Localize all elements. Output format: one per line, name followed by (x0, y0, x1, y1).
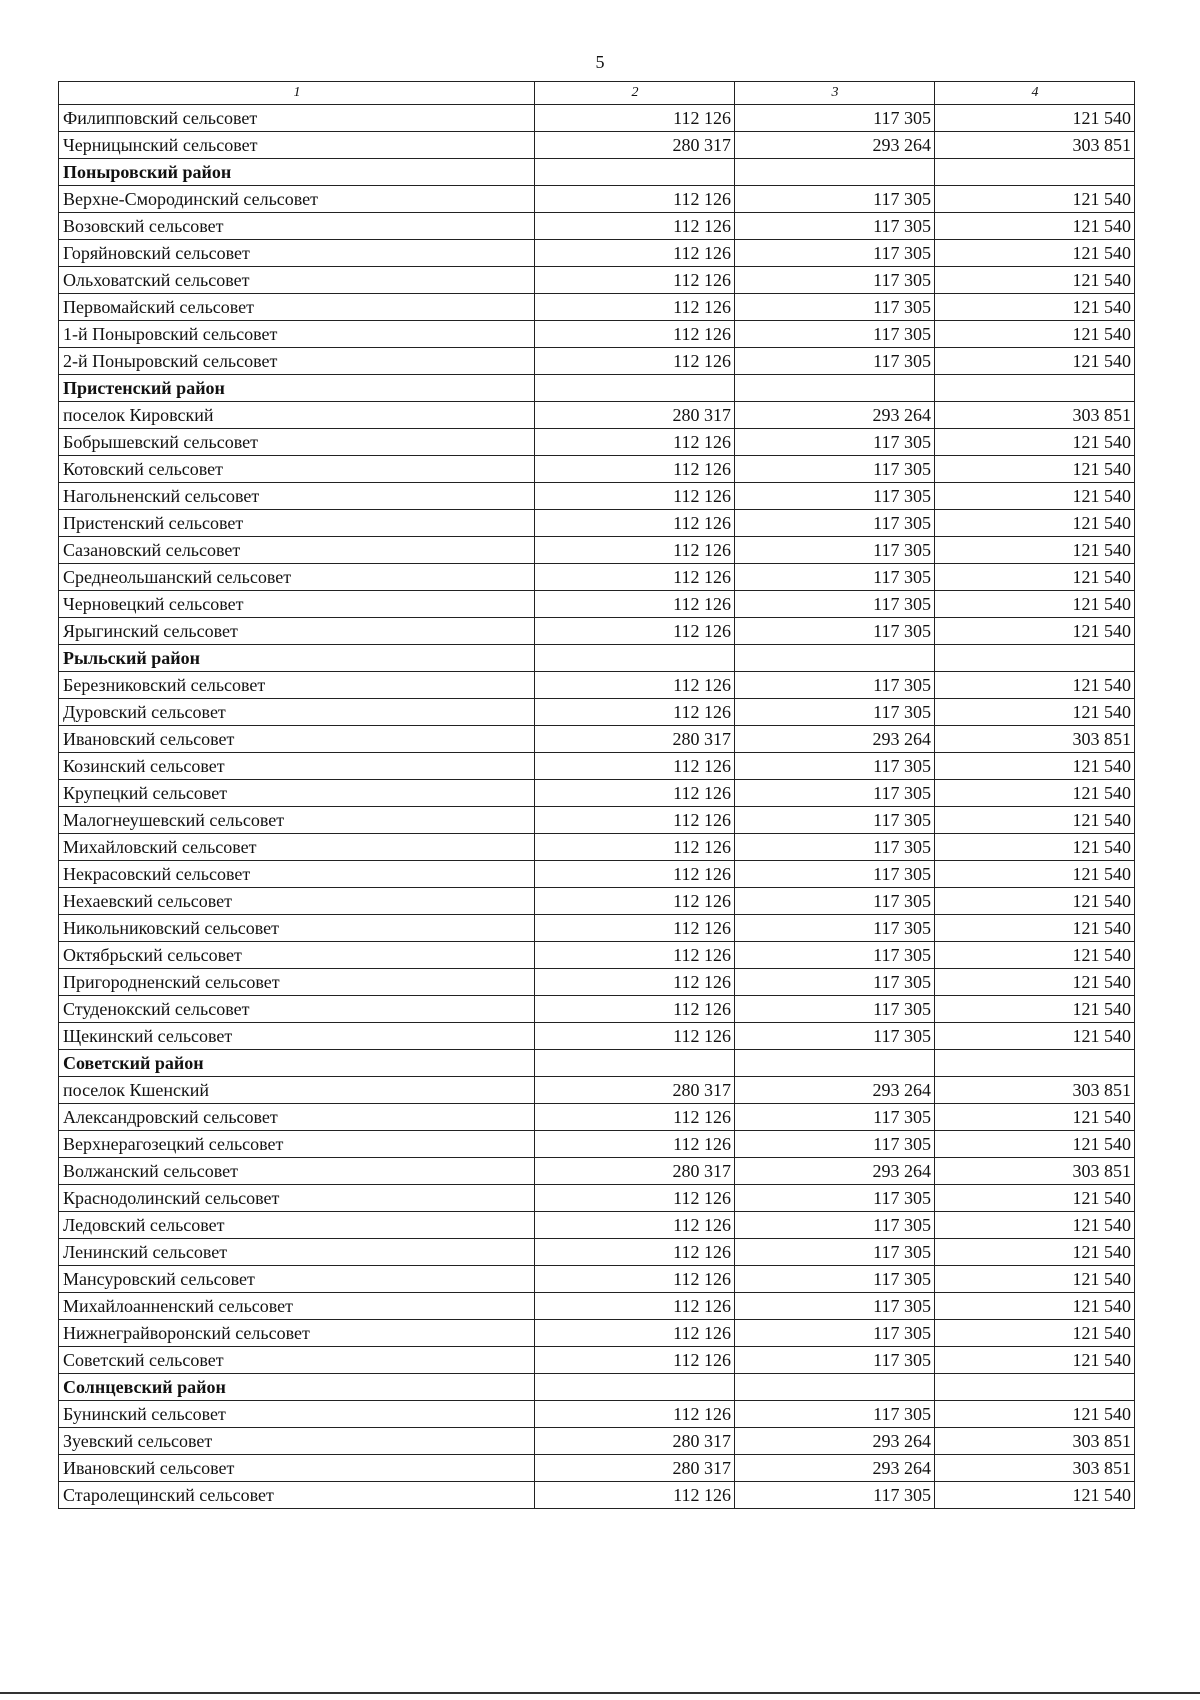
column-number-3: 3 (735, 82, 935, 105)
value-col-4: 121 540 (935, 1239, 1135, 1266)
table-row (59, 1428, 1135, 1455)
value-col-4: 121 540 (935, 564, 1135, 591)
municipality-name: Никольниковский сельсовет (59, 915, 535, 942)
value-col-2: 112 126 (535, 1185, 735, 1212)
value-col-3: 117 305 (735, 969, 935, 996)
value-col-2: 112 126 (535, 942, 735, 969)
municipality-name: Малогнеушевский сельсовет (59, 807, 535, 834)
table-row (59, 969, 1135, 996)
value-col-3: 117 305 (735, 1401, 935, 1428)
value-col-2: 112 126 (535, 996, 735, 1023)
value-col-4: 121 540 (935, 1347, 1135, 1374)
municipality-name: Мансуровский сельсовет (59, 1266, 535, 1293)
value-col-2: 112 126 (535, 834, 735, 861)
value-col-2: 112 126 (535, 591, 735, 618)
value-col-4: 121 540 (935, 456, 1135, 483)
table-row (59, 1131, 1135, 1158)
municipality-name: Студенокский сельсовет (59, 996, 535, 1023)
value-col-2: 280 317 (535, 132, 735, 159)
value-col-2: 112 126 (535, 564, 735, 591)
value-col-2: 112 126 (535, 1104, 735, 1131)
value-col-3: 117 305 (735, 942, 935, 969)
value-col-2: 112 126 (535, 105, 735, 132)
table-row (59, 1482, 1135, 1509)
municipality-name: Первомайский сельсовет (59, 294, 535, 321)
district-name: Поныровский район (59, 159, 535, 186)
value-col-4: 121 540 (935, 240, 1135, 267)
table-row (59, 618, 1135, 645)
bottom-border-line (0, 1692, 1200, 1694)
table-row (59, 1239, 1135, 1266)
municipality-name: Бунинский сельсовет (59, 1401, 535, 1428)
municipality-name: Зуевский сельсовет (59, 1428, 535, 1455)
value-col-2: 280 317 (535, 1455, 735, 1482)
value-col-4: 121 540 (935, 267, 1135, 294)
value-col-3: 117 305 (735, 213, 935, 240)
value-col-3: 293 264 (735, 1158, 935, 1185)
municipality-name: Черновецкий сельсовет (59, 591, 535, 618)
value-col-2 (535, 375, 735, 402)
value-col-3 (735, 159, 935, 186)
value-col-3: 117 305 (735, 1266, 935, 1293)
value-col-4: 121 540 (935, 915, 1135, 942)
value-col-3: 117 305 (735, 1482, 935, 1509)
table-row (59, 807, 1135, 834)
value-col-2: 112 126 (535, 483, 735, 510)
value-col-2: 112 126 (535, 672, 735, 699)
value-col-3: 117 305 (735, 591, 935, 618)
municipality-name: Нижнеграйворонский сельсовет (59, 1320, 535, 1347)
municipality-name: Михайлоанненский сельсовет (59, 1293, 535, 1320)
value-col-4: 303 851 (935, 1455, 1135, 1482)
table-row (59, 564, 1135, 591)
value-col-3: 293 264 (735, 402, 935, 429)
table-row (59, 861, 1135, 888)
value-col-4: 121 540 (935, 834, 1135, 861)
value-col-4: 121 540 (935, 969, 1135, 996)
table-row (59, 1212, 1135, 1239)
value-col-2: 280 317 (535, 402, 735, 429)
table-row (59, 294, 1135, 321)
value-col-4: 121 540 (935, 591, 1135, 618)
value-col-3 (735, 1374, 935, 1401)
value-col-2: 112 126 (535, 1320, 735, 1347)
value-col-3: 117 305 (735, 888, 935, 915)
table-row (59, 537, 1135, 564)
value-col-2: 280 317 (535, 726, 735, 753)
column-number-1: 1 (59, 82, 535, 105)
value-col-2: 112 126 (535, 240, 735, 267)
value-col-3: 117 305 (735, 780, 935, 807)
municipality-name: Ярыгинский сельсовет (59, 618, 535, 645)
value-col-4 (935, 645, 1135, 672)
table-row (59, 1023, 1135, 1050)
district-header-row (59, 645, 1135, 672)
value-col-3: 117 305 (735, 672, 935, 699)
table-row (59, 1320, 1135, 1347)
value-col-4: 121 540 (935, 483, 1135, 510)
value-col-2: 112 126 (535, 1131, 735, 1158)
table-row (59, 1266, 1135, 1293)
value-col-2: 112 126 (535, 1482, 735, 1509)
value-col-2 (535, 645, 735, 672)
value-col-4: 303 851 (935, 726, 1135, 753)
value-col-4: 121 540 (935, 1212, 1135, 1239)
municipality-name: Верхнерагозецкий сельсовет (59, 1131, 535, 1158)
municipality-name: Краснодолинский сельсовет (59, 1185, 535, 1212)
value-col-4: 121 540 (935, 699, 1135, 726)
municipality-name: Козинский сельсовет (59, 753, 535, 780)
value-col-3: 117 305 (735, 1347, 935, 1374)
table-row (59, 699, 1135, 726)
municipality-name: Ольховатский сельсовет (59, 267, 535, 294)
value-col-3: 117 305 (735, 915, 935, 942)
value-col-4: 121 540 (935, 888, 1135, 915)
municipality-name: Ленинский сельсовет (59, 1239, 535, 1266)
municipality-name: Ледовский сельсовет (59, 1212, 535, 1239)
value-col-4: 121 540 (935, 753, 1135, 780)
value-col-2: 112 126 (535, 1266, 735, 1293)
value-col-4: 121 540 (935, 294, 1135, 321)
column-number-4: 4 (935, 82, 1135, 105)
table-row (59, 456, 1135, 483)
value-col-2 (535, 1374, 735, 1401)
value-col-3: 117 305 (735, 186, 935, 213)
value-col-4: 121 540 (935, 105, 1135, 132)
municipality-name: Ивановский сельсовет (59, 1455, 535, 1482)
value-col-3: 117 305 (735, 1104, 935, 1131)
table-row (59, 267, 1135, 294)
table-row (59, 834, 1135, 861)
value-col-4: 121 540 (935, 1320, 1135, 1347)
value-col-4: 121 540 (935, 1401, 1135, 1428)
district-header-row (59, 375, 1135, 402)
value-col-3: 117 305 (735, 294, 935, 321)
municipality-name: Котовский сельсовет (59, 456, 535, 483)
value-col-3: 117 305 (735, 348, 935, 375)
value-col-4: 121 540 (935, 1293, 1135, 1320)
municipality-name: Щекинский сельсовет (59, 1023, 535, 1050)
value-col-3: 117 305 (735, 537, 935, 564)
table-row (59, 240, 1135, 267)
value-col-2: 112 126 (535, 1239, 735, 1266)
value-col-2: 112 126 (535, 294, 735, 321)
value-col-2: 112 126 (535, 861, 735, 888)
table-row (59, 348, 1135, 375)
district-header-row (59, 159, 1135, 186)
value-col-4: 121 540 (935, 186, 1135, 213)
table-row (59, 483, 1135, 510)
value-col-4: 121 540 (935, 321, 1135, 348)
table-row (59, 1401, 1135, 1428)
municipality-name: Пригородненский сельсовет (59, 969, 535, 996)
value-col-4 (935, 159, 1135, 186)
table-row (59, 1185, 1135, 1212)
municipality-name: Сазановский сельсовет (59, 537, 535, 564)
value-col-4: 121 540 (935, 1266, 1135, 1293)
value-col-4 (935, 375, 1135, 402)
district-name: Солнцевский район (59, 1374, 535, 1401)
value-col-3: 117 305 (735, 510, 935, 537)
value-col-2: 112 126 (535, 429, 735, 456)
value-col-3: 117 305 (735, 1212, 935, 1239)
value-col-4: 121 540 (935, 510, 1135, 537)
value-col-4: 303 851 (935, 1077, 1135, 1104)
value-col-3 (735, 1050, 935, 1077)
column-number-header-row (59, 82, 1135, 105)
value-col-2: 112 126 (535, 915, 735, 942)
municipality-name: Дуровский сельсовет (59, 699, 535, 726)
value-col-2: 112 126 (535, 456, 735, 483)
value-col-3: 117 305 (735, 699, 935, 726)
table-row (59, 1455, 1135, 1482)
value-col-4: 121 540 (935, 1104, 1135, 1131)
value-col-2: 112 126 (535, 969, 735, 996)
value-col-3 (735, 645, 935, 672)
table-row (59, 402, 1135, 429)
value-col-3: 117 305 (735, 429, 935, 456)
table-row (59, 1293, 1135, 1320)
municipality-name: Черницынский сельсовет (59, 132, 535, 159)
value-col-2: 112 126 (535, 780, 735, 807)
value-col-3: 293 264 (735, 1455, 935, 1482)
table-row (59, 726, 1135, 753)
value-col-2: 112 126 (535, 348, 735, 375)
value-col-3 (735, 375, 935, 402)
district-header-row (59, 1374, 1135, 1401)
municipality-name: Крупецкий сельсовет (59, 780, 535, 807)
value-col-2: 112 126 (535, 510, 735, 537)
municipality-name: Филипповский сельсовет (59, 105, 535, 132)
municipality-name: Среднеольшанский сельсовет (59, 564, 535, 591)
value-col-4: 303 851 (935, 402, 1135, 429)
municipality-name: Нагольненский сельсовет (59, 483, 535, 510)
municipality-name: Возовский сельсовет (59, 213, 535, 240)
value-col-2: 112 126 (535, 618, 735, 645)
value-col-3: 117 305 (735, 618, 935, 645)
table-row (59, 753, 1135, 780)
value-col-4: 121 540 (935, 429, 1135, 456)
municipality-name: Некрасовский сельсовет (59, 861, 535, 888)
value-col-4: 121 540 (935, 348, 1135, 375)
value-col-3: 117 305 (735, 1131, 935, 1158)
table-row (59, 213, 1135, 240)
municipality-name: Ивановский сельсовет (59, 726, 535, 753)
value-col-3: 117 305 (735, 105, 935, 132)
value-col-2: 112 126 (535, 753, 735, 780)
value-col-4: 121 540 (935, 996, 1135, 1023)
value-col-2 (535, 1050, 735, 1077)
municipality-name: 1-й Поныровский сельсовет (59, 321, 535, 348)
value-col-2: 112 126 (535, 1401, 735, 1428)
municipality-name: поселок Кшенский (59, 1077, 535, 1104)
table-row (59, 1158, 1135, 1185)
value-col-2: 112 126 (535, 807, 735, 834)
value-col-3: 117 305 (735, 753, 935, 780)
value-col-2: 112 126 (535, 888, 735, 915)
allocation-table (58, 81, 1135, 1509)
table-row (59, 429, 1135, 456)
municipality-name: Березниковский сельсовет (59, 672, 535, 699)
value-col-4: 121 540 (935, 672, 1135, 699)
municipality-name: поселок Кировский (59, 402, 535, 429)
page-number: 5 (595, 52, 605, 72)
value-col-3: 117 305 (735, 456, 935, 483)
value-col-2: 112 126 (535, 699, 735, 726)
municipality-name: 2-й Поныровский сельсовет (59, 348, 535, 375)
table-row (59, 780, 1135, 807)
value-col-3: 117 305 (735, 1293, 935, 1320)
value-col-3: 117 305 (735, 564, 935, 591)
value-col-4: 121 540 (935, 1482, 1135, 1509)
value-col-4 (935, 1374, 1135, 1401)
value-col-4: 121 540 (935, 618, 1135, 645)
value-col-3: 293 264 (735, 1428, 935, 1455)
table-row (59, 186, 1135, 213)
table-row (59, 672, 1135, 699)
value-col-4: 121 540 (935, 861, 1135, 888)
value-col-3: 117 305 (735, 1023, 935, 1050)
value-col-4: 121 540 (935, 1185, 1135, 1212)
value-col-3: 117 305 (735, 267, 935, 294)
municipality-name: Советский сельсовет (59, 1347, 535, 1374)
table-row (59, 321, 1135, 348)
municipality-name: Октябрьский сельсовет (59, 942, 535, 969)
value-col-2: 280 317 (535, 1158, 735, 1185)
value-col-3: 117 305 (735, 483, 935, 510)
value-col-3: 293 264 (735, 726, 935, 753)
value-col-2: 280 317 (535, 1077, 735, 1104)
value-col-2: 112 126 (535, 537, 735, 564)
municipality-name: Старолещинский сельсовет (59, 1482, 535, 1509)
value-col-2: 112 126 (535, 321, 735, 348)
district-name: Пристенский район (59, 375, 535, 402)
table-row (59, 105, 1135, 132)
table-row (59, 510, 1135, 537)
table-row (59, 1077, 1135, 1104)
value-col-3: 117 305 (735, 321, 935, 348)
table-row (59, 996, 1135, 1023)
municipality-name: Пристенский сельсовет (59, 510, 535, 537)
column-number-2: 2 (535, 82, 735, 105)
value-col-2: 112 126 (535, 213, 735, 240)
value-col-2: 112 126 (535, 1212, 735, 1239)
value-col-3: 293 264 (735, 1077, 935, 1104)
value-col-2 (535, 159, 735, 186)
value-col-4: 303 851 (935, 1158, 1135, 1185)
municipality-name: Горяйновский сельсовет (59, 240, 535, 267)
municipality-name: Александровский сельсовет (59, 1104, 535, 1131)
value-col-2: 112 126 (535, 1293, 735, 1320)
value-col-3: 117 305 (735, 807, 935, 834)
municipality-name: Бобрышевский сельсовет (59, 429, 535, 456)
value-col-4: 121 540 (935, 942, 1135, 969)
value-col-4: 303 851 (935, 132, 1135, 159)
district-name: Советский район (59, 1050, 535, 1077)
value-col-4: 121 540 (935, 807, 1135, 834)
value-col-4 (935, 1050, 1135, 1077)
municipality-name: Михайловский сельсовет (59, 834, 535, 861)
table-row (59, 132, 1135, 159)
table-row (59, 1104, 1135, 1131)
value-col-3: 117 305 (735, 1239, 935, 1266)
table-row (59, 591, 1135, 618)
municipality-name: Волжанский сельсовет (59, 1158, 535, 1185)
table-body (59, 105, 1135, 1509)
municipality-name: Верхне-Смородинский сельсовет (59, 186, 535, 213)
value-col-4: 121 540 (935, 537, 1135, 564)
municipality-name: Нехаевский сельсовет (59, 888, 535, 915)
value-col-2: 280 317 (535, 1428, 735, 1455)
value-col-4: 121 540 (935, 780, 1135, 807)
district-header-row (59, 1050, 1135, 1077)
table-row (59, 888, 1135, 915)
table-row (59, 942, 1135, 969)
value-col-4: 121 540 (935, 1131, 1135, 1158)
value-col-3: 117 305 (735, 1320, 935, 1347)
value-col-4: 303 851 (935, 1428, 1135, 1455)
value-col-4: 121 540 (935, 213, 1135, 240)
value-col-3: 117 305 (735, 996, 935, 1023)
table-row (59, 915, 1135, 942)
value-col-3: 117 305 (735, 240, 935, 267)
value-col-2: 112 126 (535, 267, 735, 294)
value-col-3: 117 305 (735, 861, 935, 888)
value-col-3: 117 305 (735, 834, 935, 861)
value-col-3: 117 305 (735, 1185, 935, 1212)
value-col-4: 121 540 (935, 1023, 1135, 1050)
value-col-2: 112 126 (535, 1023, 735, 1050)
district-name: Рыльский район (59, 645, 535, 672)
value-col-3: 293 264 (735, 132, 935, 159)
table-row (59, 1347, 1135, 1374)
value-col-2: 112 126 (535, 186, 735, 213)
value-col-2: 112 126 (535, 1347, 735, 1374)
